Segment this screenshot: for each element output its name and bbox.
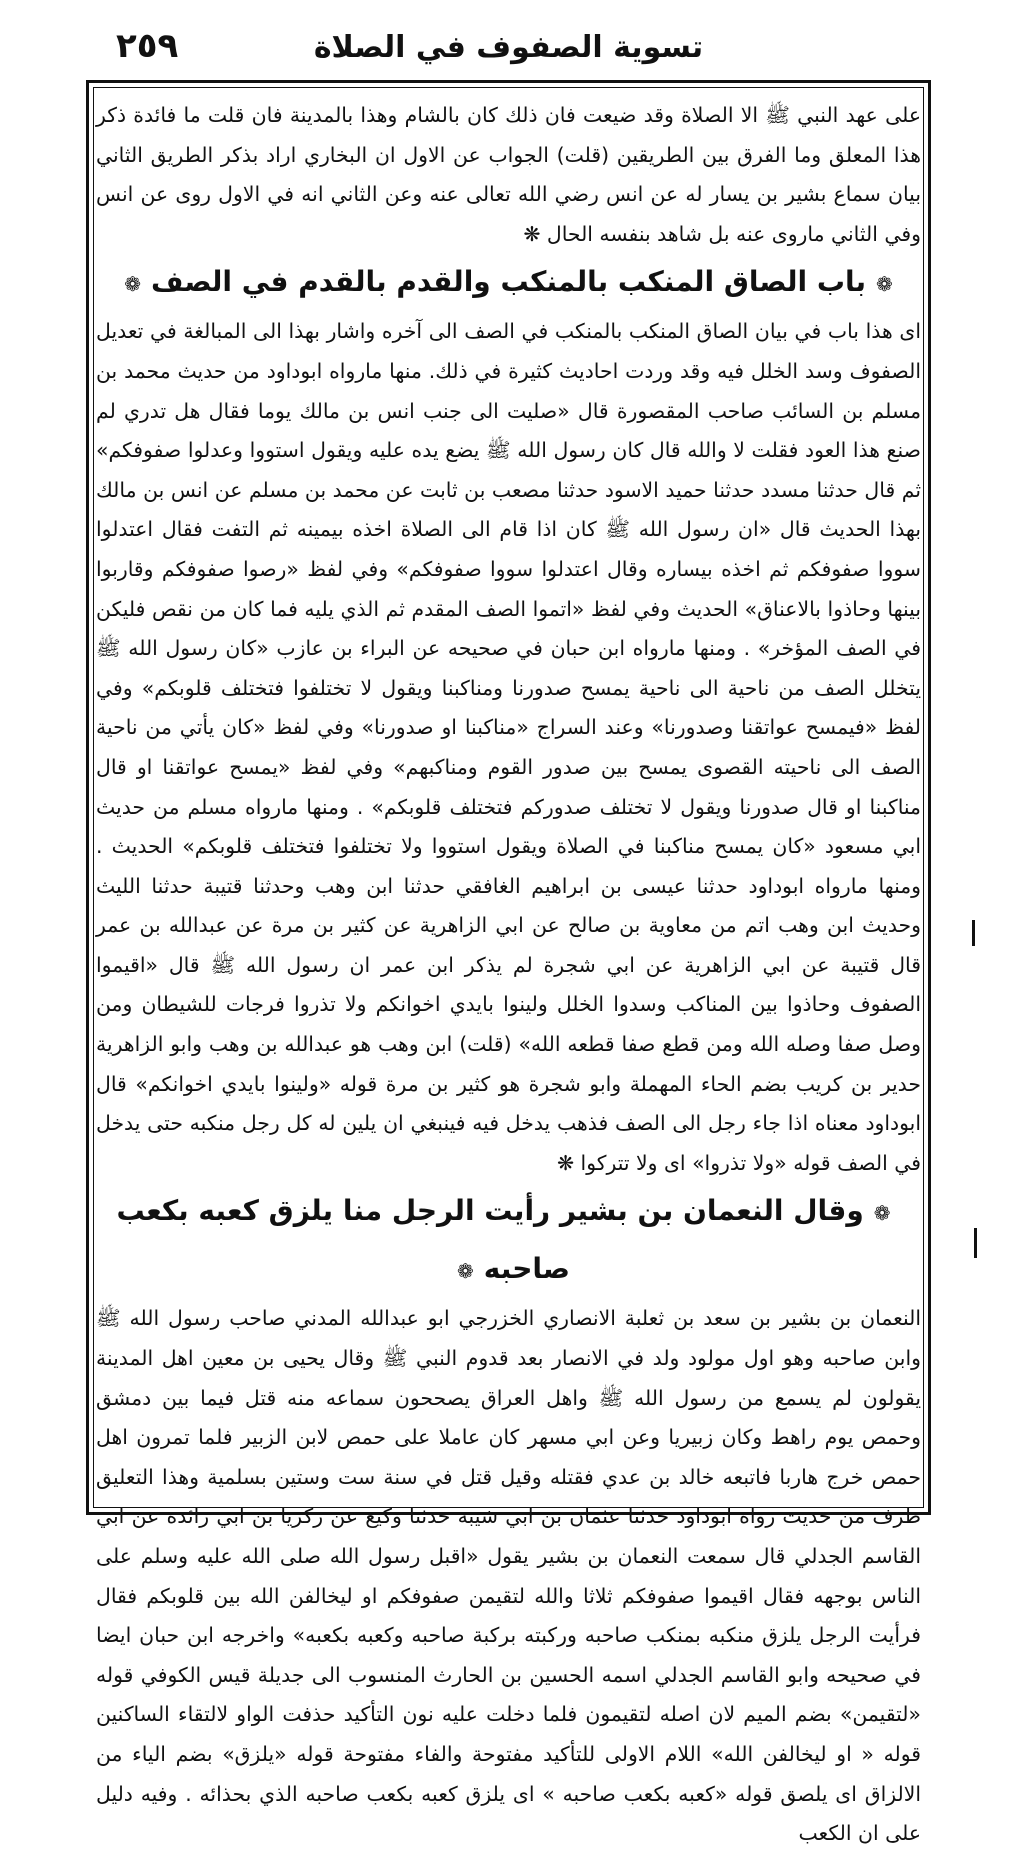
paragraph-3: النعمان بن بشير بن سعد بن ثعلبة الانصاري الخزرجي ابو عبدالله المدني صاحب رسول الله ﷺ وابن صاحبه وهو اول مولود ولد في الانصار بعد قدوم النبي ﷺ وقال يحيى بن معين اهل المدينة يقولون لم يسمع من رسول الله ﷺ واهل العراق يصححون سماعه منه قتل فيما بين دمشق وحمص يوم راهط وكان زبيريا وعن ابي مسهر كان عاملا على حمص لابن الزبير فلما تمرون اهل حمص خرج هاربا فاتبعه خالد بن عدي فقتله وقيل قتل في سنة ست وستين بسلمية وهذا التعليق طرف من حديث رواه ابوداود حدثنا عثمان بن ابي شيبة حدثنا وكيع عن زكريا بن ابي زائدة عن ابي القاسم الجدلي قال سمعت النعمان بن بشير يقول «اقبل رسول الله صلى الله عليه وسلم على الناس بوجهه فقال اقيموا صفوفكم ثلاثا والله لتقيمن صفوفكم او ليخالفن الله بين قلوبكم فقال فرأيت الرجل يلزق منكبه بمنكب صاحبه وركبته بركبة صاحبه وكعبه بكعبه» واخرجه ابن حبان ايضا في صحيحه وابو القاسم الجدلي اسمه الحسين بن الحارث المنسوب الى جديلة قيس الكوفي قوله «لتقيمن» بضم الميم لان اصله لتقيمون فلما دخلت عليه نون التأكيد حذفت الواو لالتقاء الساكنين قوله « او ليخالفن الله» اللام الاولى للتأكيد مفتوحة والفاء مفتوحة قوله «يلزق» بضم الياء من الالزاق اى يلصق قوله «كعبه بكعب صاحبه » اى يلزق كعبه بكعب صاحبه الذي بحذائه . وفيه دليل على ان الكعب [96,1306,921,1846]
ornament-icon: ❁ [457,1259,474,1284]
margin-mark [974,1228,977,1258]
paragraph-2: اى هذا باب في بيان الصاق المنكب بالمنكب في الصف الى آخره واشار بهذا الى المبالغة في تعديل الصفوف وسد الخلل فيه وقد وردت احاديث كثيرة في ذلك. منها مارواه ابوداود من حديث محمد بن مسلم بن السائب صاحب المقصورة قال «صليت الى جنب انس بن مالك يوما فقال هل تدري لم صنع هذا العود فقلت لا والله قال كان رسول الله ﷺ يضع يده عليه ويقول استووا وعدلوا صفوفكم» ثم قال حدثنا مسدد حدثنا حميد الاسود حدثنا مصعب بن ثابت عن محمد بن مسلم عن انس بن مالك بهذا الحديث قال «ان رسول الله ﷺ كان اذا قام الى الصلاة اخذه بيمينه ثم التفت فقال اعتدلوا سووا صفوفكم ثم اخذه بيساره وقال اعتدلوا سووا صفوفكم» وفي لفظ «رصوا صفوفكم وقاربوا بينها وحاذوا بالاعناق» الحديث وفي لفظ «اتموا الصف المقدم ثم الذي يليه فما كان من نقص فليكن في الصف المؤخر» . ومنها مارواه ابن حبان في صحيحه عن البراء بن عازب «كان رسول الله ﷺ يتخلل الصف من ناحية الى ناحية يمسح صدورنا ومناكبنا ويقول لا تختلفوا فتختلف قلوبكم» وفي لفظ «فيمسح عواتقنا وصدورنا» وعند السراج «مناكبنا او صدورنا» وفي لفظ «كان يأتي من ناحية الصف الى ناحيته القصوى يمسح بين صدور القوم ومناكبهم» وفي لفظ «يمسح عواتقنا او قال مناكبنا او قال صدورنا ويقول لا تختلف صدوركم فتختلف قلوبكم» . ومنها مارواه مسلم من حديث ابي مسعود «كان يمسح مناكبنا في الصلاة ويقول استووا ولا تختلفوا فتختلف قلوبكم» الحديث . ومنها مارواه ابوداود حدثنا عيسى بن ابراهيم الغافقي حدثنا ابن وهب وحدثنا قتيبة حدثنا الليث وحديث ابن وهب اتم من معاوية بن صالح عن ابي الزاهرية عن كثير بن مرة عن عبدالله بن عمر قال قتيبة عن ابي الزاهرية عن ابي شجرة لم يذكر ابن عمر ان رسول الله ﷺ قال «اقيموا الصفوف وحاذوا بين المناكب وسدوا الخلل ولينوا بايدي اخوانكم ولا تذروا فرجات للشيطان ومن وصل صفا وصله الله ومن قطع صفا قطعه الله» (قلت) ابن وهب هو عبدالله بن وهب وابو الزاهرية حدير بن كريب بضم الحاء المهملة وابو شجرة هو كثير بن مرة قوله «ولينوا بايدي اخوانكم» قال ابوداود معناه اذا جاء رجل الى الصف فذهب يدخل فيه فينبغي ان يلين له كل رجل منكبه حتى يدخل في الصف قوله «ولا تذروا» اى ولا تتركوا ❋ [96,319,921,1175]
page-header [86,26,931,78]
ornament-icon: ❁ [876,272,893,297]
ornament-icon: ❁ [124,272,141,297]
page-number: ٢٥٩ [116,26,179,66]
running-title: تسوية الصفوف في الصلاة [313,30,704,65]
page-body [96,96,921,1854]
chapter-heading-1: ❁باب الصاق المنكب بالمنكب والقدم بالقدم في الصف❁ [96,254,921,312]
margin-mark [972,920,975,946]
chapter-heading-2: ❁وقال النعمان بن بشير رأيت الرجل منا يلزق كعبه بكعب صاحبه❁ [96,1183,921,1299]
ornament-icon: ❁ [873,1201,891,1226]
paragraph-1: على عهد النبي ﷺ الا الصلاة وقد ضيعت فان ذلك كان بالشام وهذا بالمدينة فان قلت ما فائدة ذكر هذا المعلق وما الفرق بين الطريقين (قلت) الجواب عن الاول ان البخاري اراد بذكر الطريق الثاني بيان سماع بشير بن يسار له عن انس رضي الله تعالى عنه وعن الثاني انه في الاول روى عن انس وفي الثاني ماروى عنه بل شاهد بنفسه الحال ❋ [96,103,921,246]
